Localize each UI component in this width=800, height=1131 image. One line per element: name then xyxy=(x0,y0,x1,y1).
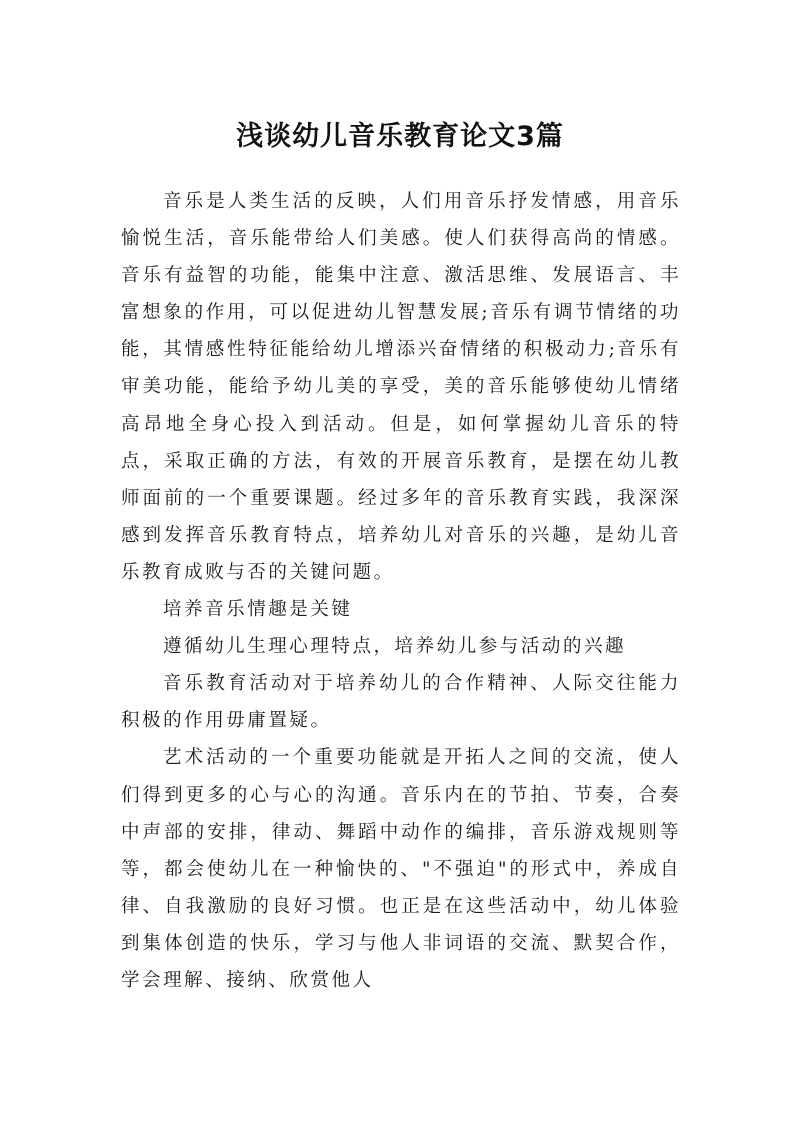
paragraph-heading-interest: 培养音乐情趣是关键 xyxy=(163,599,353,621)
paragraph-cooperation: 音乐教育活动对于培养幼儿的合作精神、人际交往能力积极的作用毋庸置疑。 xyxy=(121,673,681,732)
paragraph-intro: 音乐是人类生活的反映，人们用音乐抒发情感，用音乐愉悦生活，音乐能带给人们美感。使人们获得高尚的情感。音乐有益智的功能，能集中注意、激活思维、发展语言、丰富想象的作用，可以促进幼儿智慧发展;音乐有调节情绪的功能，其情感性特征能给幼儿增添兴奋情绪的积极动力;音乐有审美功能，能给予幼儿美的享受，美的音乐能够使幼儿情绪高昂地全身心投入到活动。但是，如何掌握幼儿音乐的特点，采取正确的方法，有效的开展音乐教育，是摆在幼儿教师面前的一个重要课题。经过多年的音乐教育实践，我深深感到发挥音乐教育特点，培养幼儿对音乐的兴趣，是幼儿音乐教育成败与否的关键问题。 xyxy=(121,191,681,583)
document-body xyxy=(121,183,681,999)
paragraph-art-communication: 艺术活动的一个重要功能就是开拓人之间的交流，使人们得到更多的心与心的沟通。音乐内在的节拍、节奏，合奏中声部的安排，律动、舞蹈中动作的编排，音乐游戏规则等等，都会使幼儿在一种愉快的、"不强迫"的形式中，养成自律、自我激励的良好习惯。也正是在这些活动中，幼儿体验到集体创造的快乐，学习与他人非词语的交流、默契合作，学会理解、接纳、欣赏他人 xyxy=(121,747,681,991)
paragraph-subheading-physiology: 遵循幼儿生理心理特点，培养幼儿参与活动的兴趣 xyxy=(163,636,627,658)
document-title: 浅谈幼儿音乐教育论文3篇 xyxy=(236,121,564,153)
